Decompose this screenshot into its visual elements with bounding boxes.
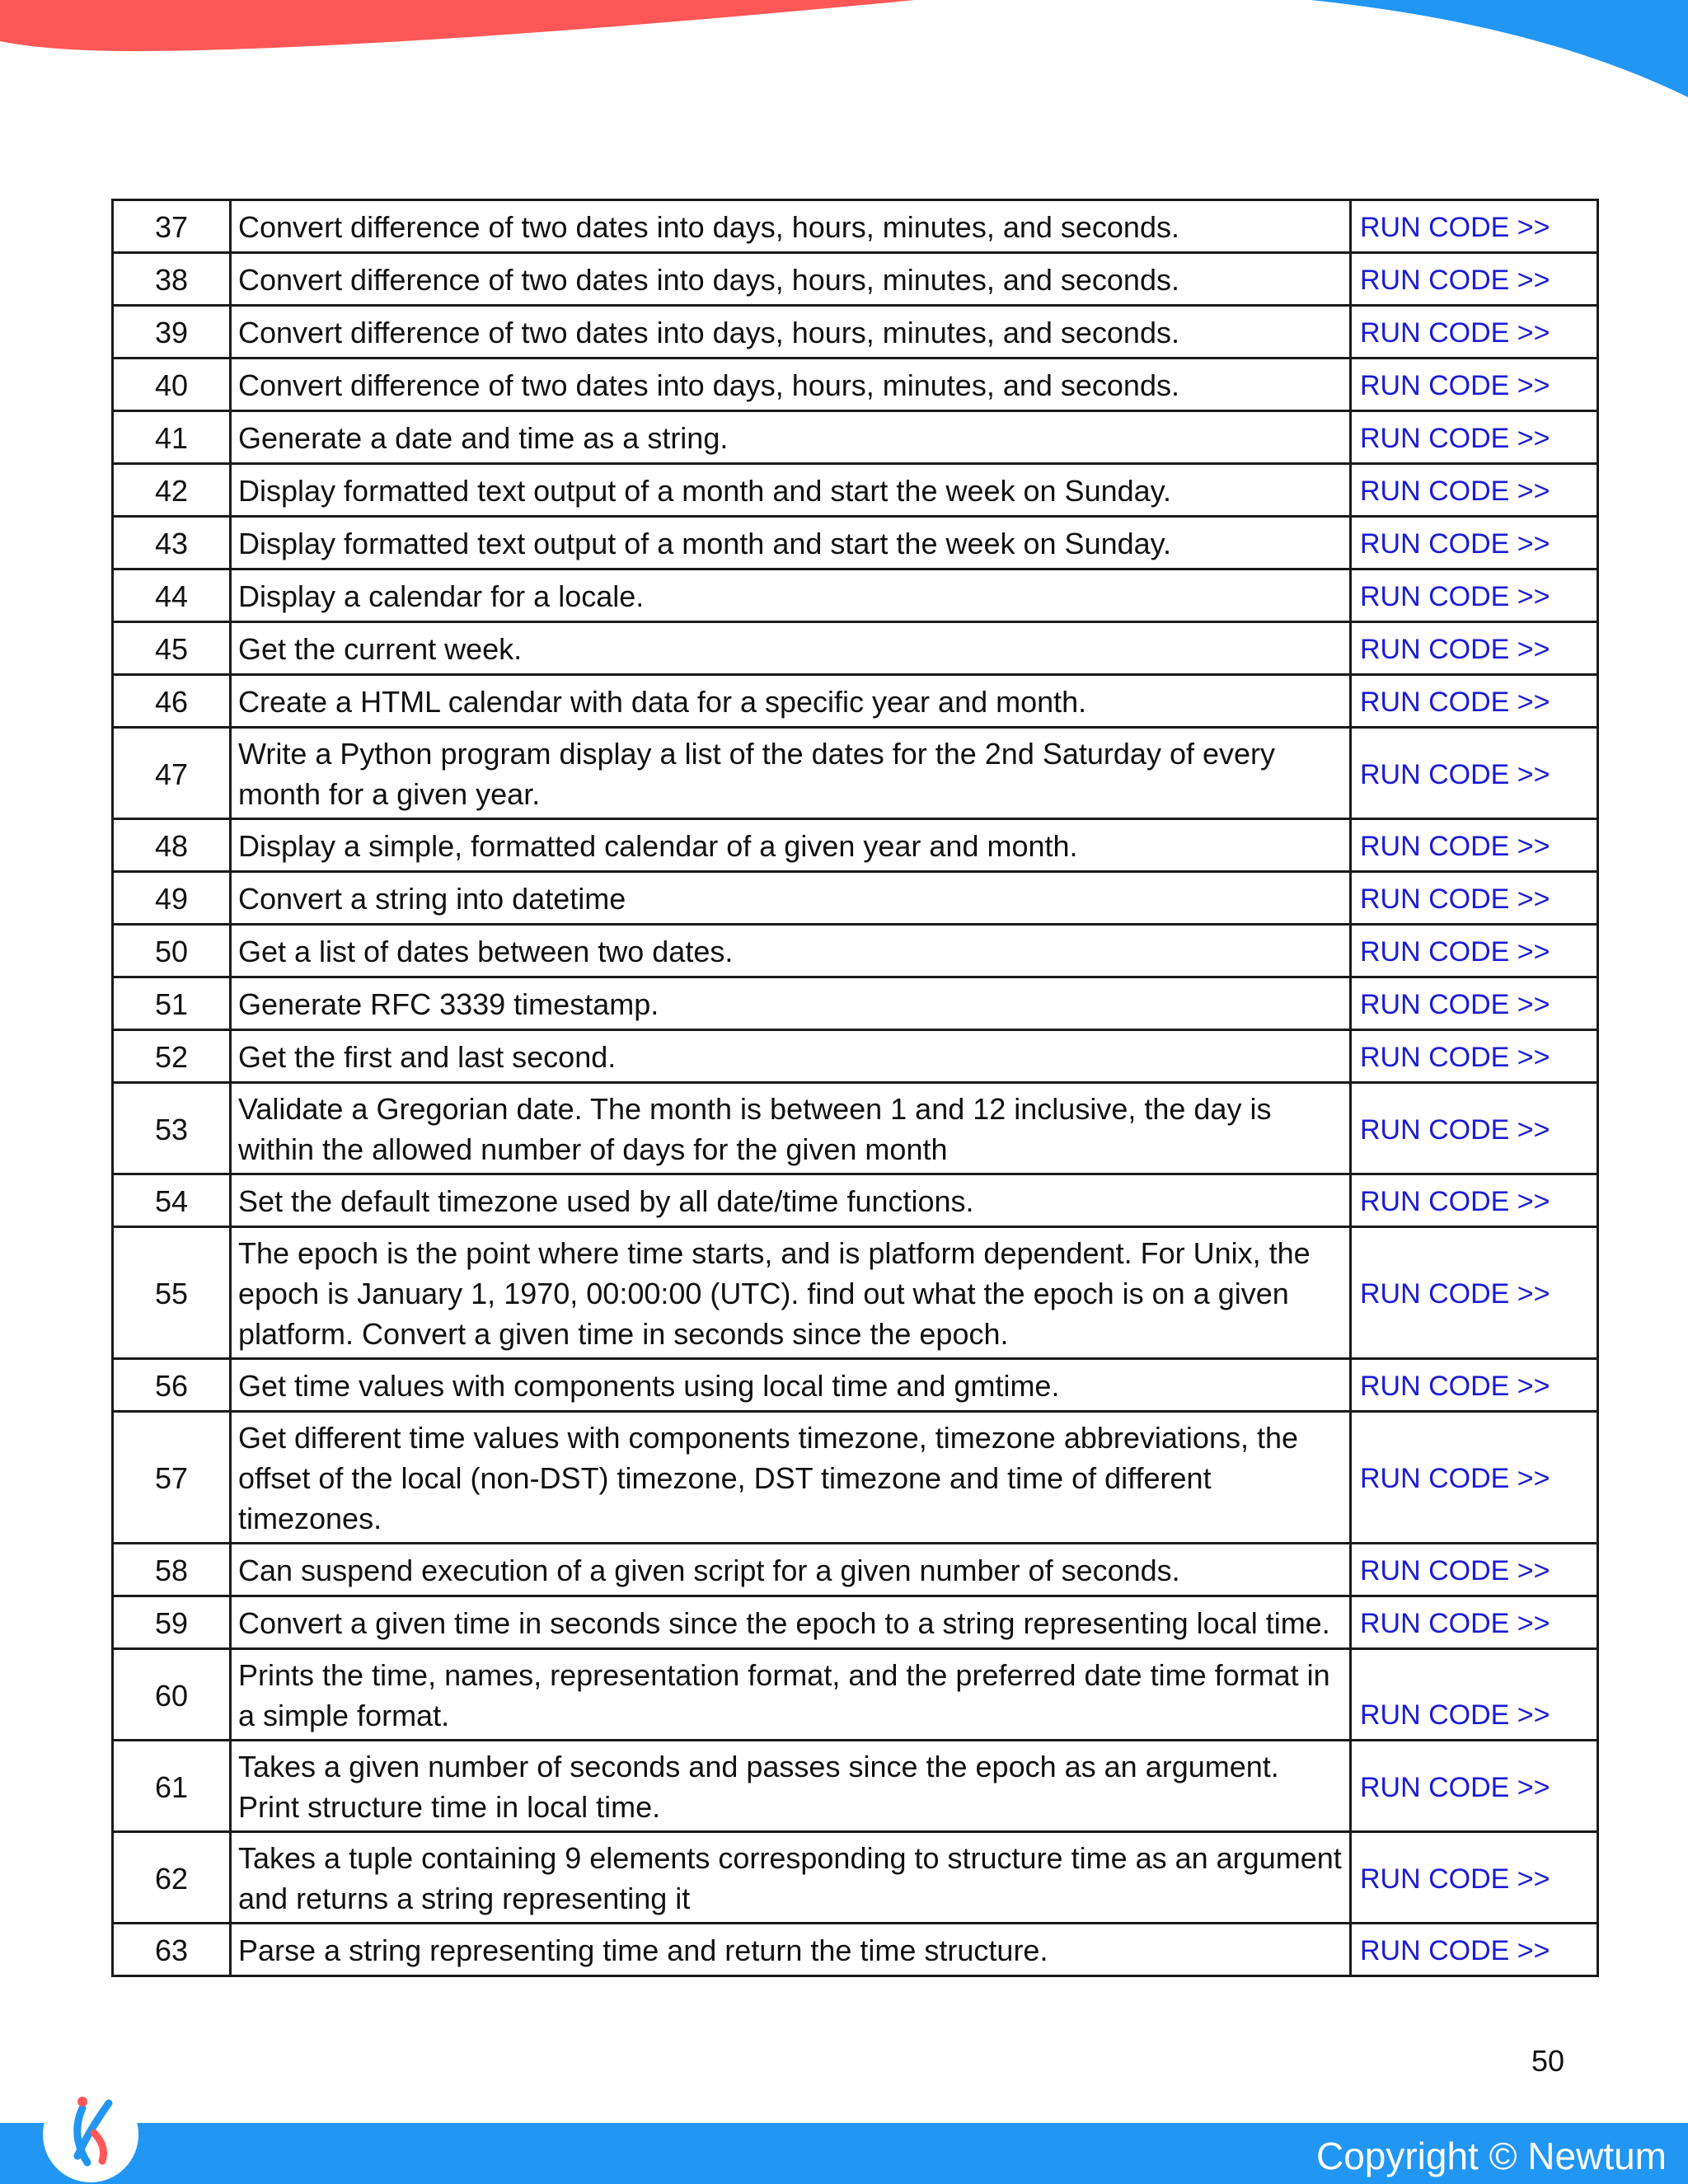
row-number: 61	[113, 1741, 231, 1832]
run-code-link[interactable]: RUN CODE >>	[1360, 989, 1550, 1020]
row-number: 50	[113, 925, 231, 977]
page-number: 50	[1531, 2044, 1564, 2078]
run-code-cell	[1351, 253, 1598, 306]
row-description: Convert difference of two dates into days, hours, minutes, and seconds.	[231, 200, 1351, 253]
table-row	[113, 359, 1598, 411]
table-row	[113, 622, 1598, 675]
run-code-link[interactable]: RUN CODE >>	[1360, 1608, 1550, 1639]
row-number: 62	[113, 1832, 231, 1924]
run-code-cell	[1351, 1649, 1598, 1741]
table-row	[113, 872, 1598, 925]
row-description: Parse a string representing time and return the time structure.	[231, 1924, 1351, 1976]
row-description: Write a Python program display a list of the dates for the 2nd Saturday of every month for a given year.	[231, 728, 1351, 819]
row-description: Get different time values with components timezone, timezone abbreviations, the offset of the local (non-DST) timezone, DST timezone and time of different timezones.	[231, 1412, 1351, 1544]
row-description: Can suspend execution of a given script for a given number of seconds.	[231, 1544, 1351, 1596]
run-code-cell	[1351, 1741, 1598, 1832]
run-code-link[interactable]: RUN CODE >>	[1360, 1113, 1550, 1146]
run-code-link[interactable]: RUN CODE >>	[1360, 370, 1550, 401]
row-description: Generate a date and time as a string.	[231, 411, 1351, 464]
row-description: Get the current week.	[231, 622, 1351, 675]
row-description: The epoch is the point where time starts, and is platform dependent. For Unix, the epoch is January 1, 1970, 00:00:00 (UTC). find out what the epoch is on a given platform. Convert a given time in seconds since the epoch.	[231, 1227, 1351, 1359]
run-code-cell	[1351, 675, 1598, 728]
run-code-link[interactable]: RUN CODE >>	[1360, 758, 1550, 790]
table-row	[113, 1083, 1598, 1174]
table-row	[113, 1924, 1598, 1976]
row-number: 44	[113, 569, 231, 622]
run-code-cell	[1351, 1544, 1598, 1596]
run-code-link[interactable]: RUN CODE >>	[1360, 687, 1550, 718]
row-number: 49	[113, 872, 231, 925]
row-number: 48	[113, 819, 231, 872]
run-code-cell	[1351, 359, 1598, 411]
red-wave	[0, 0, 915, 51]
row-description: Create a HTML calendar with data for a specific year and month.	[231, 675, 1351, 728]
run-code-cell	[1351, 819, 1598, 872]
table-row	[113, 1832, 1598, 1924]
table-row	[113, 1649, 1598, 1741]
row-number: 58	[113, 1544, 231, 1596]
row-number: 63	[113, 1924, 231, 1976]
table-row	[113, 517, 1598, 569]
row-description: Convert difference of two dates into days, hours, minutes, and seconds.	[231, 359, 1351, 411]
row-description: Takes a tuple containing 9 elements corresponding to structure time as an argument and returns a string representing it	[231, 1832, 1351, 1924]
run-code-cell	[1351, 1030, 1598, 1083]
run-code-link[interactable]: RUN CODE >>	[1360, 1863, 1550, 1895]
run-code-cell	[1351, 411, 1598, 464]
run-code-cell	[1351, 464, 1598, 517]
header-wave-decoration	[0, 0, 1688, 107]
table-row	[113, 200, 1598, 253]
row-number: 56	[113, 1359, 231, 1412]
row-number: 38	[113, 253, 231, 306]
row-number: 55	[113, 1227, 231, 1359]
row-number: 39	[113, 306, 231, 359]
row-number: 52	[113, 1030, 231, 1083]
run-code-link[interactable]: RUN CODE >>	[1360, 1042, 1550, 1073]
row-number: 60	[113, 1649, 231, 1741]
row-description: Display a simple, formatted calendar of a given year and month.	[231, 819, 1351, 872]
blue-wave	[1311, 0, 1688, 97]
run-code-link[interactable]: RUN CODE >>	[1360, 1771, 1550, 1803]
table-row	[113, 1741, 1598, 1832]
row-description: Display formatted text output of a month and start the week on Sunday.	[231, 464, 1351, 517]
row-description: Get a list of dates between two dates.	[231, 925, 1351, 977]
row-number: 47	[113, 728, 231, 819]
run-code-link[interactable]: RUN CODE >>	[1360, 831, 1550, 862]
run-code-cell	[1351, 925, 1598, 977]
table-row	[113, 253, 1598, 306]
row-description: Convert difference of two dates into days, hours, minutes, and seconds.	[231, 306, 1351, 359]
table-row	[113, 675, 1598, 728]
run-code-link[interactable]: RUN CODE >>	[1360, 1463, 1550, 1494]
run-code-link[interactable]: RUN CODE >>	[1360, 1555, 1550, 1586]
run-code-link[interactable]: RUN CODE >>	[1360, 883, 1550, 915]
row-number: 59	[113, 1596, 231, 1649]
run-code-cell	[1351, 1174, 1598, 1227]
run-code-cell	[1351, 1412, 1598, 1544]
table-row	[113, 925, 1598, 977]
run-code-link[interactable]: RUN CODE >>	[1360, 1935, 1550, 1966]
row-number: 45	[113, 622, 231, 675]
row-description: Get the first and last second.	[231, 1030, 1351, 1083]
table-row	[113, 464, 1598, 517]
row-number: 40	[113, 359, 231, 411]
table-row	[113, 306, 1598, 359]
table-row	[113, 728, 1598, 819]
run-code-link[interactable]: RUN CODE >>	[1360, 317, 1550, 349]
row-number: 53	[113, 1083, 231, 1174]
row-number: 41	[113, 411, 231, 464]
run-code-link[interactable]: RUN CODE >>	[1360, 528, 1550, 560]
run-code-cell	[1351, 569, 1598, 622]
run-code-link[interactable]: RUN CODE >>	[1360, 212, 1550, 243]
run-code-cell	[1351, 1227, 1598, 1359]
copyright-text: Copyright © Newtum	[1315, 2135, 1667, 2177]
run-code-link[interactable]: RUN CODE >>	[1360, 1278, 1550, 1310]
newtum-logo-icon	[41, 2083, 140, 2182]
table-row	[113, 977, 1598, 1030]
row-description: Set the default timezone used by all date/time functions.	[231, 1174, 1351, 1227]
run-code-cell	[1351, 872, 1598, 925]
row-description: Convert a given time in seconds since the epoch to a string representing local time.	[231, 1596, 1351, 1649]
run-code-cell	[1351, 622, 1598, 675]
table-row	[113, 1174, 1598, 1227]
row-description: Get time values with components using local time and gmtime.	[231, 1359, 1351, 1412]
row-description: Generate RFC 3339 timestamp.	[231, 977, 1351, 1030]
run-code-link[interactable]: RUN CODE >>	[1360, 1186, 1550, 1217]
run-code-link[interactable]: RUN CODE >>	[1360, 1699, 1550, 1731]
row-number: 51	[113, 977, 231, 1030]
run-code-link[interactable]: RUN CODE >>	[1360, 936, 1550, 968]
run-code-link[interactable]: RUN CODE >>	[1360, 476, 1550, 507]
row-description: Convert a string into datetime	[231, 872, 1351, 925]
table-row	[113, 1412, 1598, 1544]
table-body	[113, 200, 1598, 1976]
run-code-cell	[1351, 517, 1598, 569]
run-code-cell	[1351, 1359, 1598, 1412]
table-row	[113, 569, 1598, 622]
row-number: 57	[113, 1412, 231, 1544]
run-code-cell	[1351, 306, 1598, 359]
row-number: 46	[113, 675, 231, 728]
run-code-cell	[1351, 200, 1598, 253]
footer-bar	[0, 2123, 1688, 2184]
row-description: Display a calendar for a locale.	[231, 569, 1351, 622]
exercise-table	[111, 199, 1599, 1977]
row-description: Convert difference of two dates into days, hours, minutes, and seconds.	[231, 253, 1351, 306]
row-description: Display formatted text output of a month and start the week on Sunday.	[231, 517, 1351, 569]
table-row	[113, 1227, 1598, 1359]
row-number: 54	[113, 1174, 231, 1227]
run-code-cell	[1351, 1924, 1598, 1976]
row-number: 43	[113, 517, 231, 569]
row-number: 42	[113, 464, 231, 517]
table-row	[113, 1596, 1598, 1649]
table-row	[113, 819, 1598, 872]
run-code-cell	[1351, 977, 1598, 1030]
row-number: 37	[113, 200, 231, 253]
table-row	[113, 1359, 1598, 1412]
run-code-link[interactable]: RUN CODE >>	[1360, 265, 1550, 296]
row-description: Takes a given number of seconds and passes since the epoch as an argument. Print structure time in local time.	[231, 1741, 1351, 1832]
table-row	[113, 1544, 1598, 1596]
run-code-link[interactable]: RUN CODE >>	[1360, 1371, 1550, 1402]
run-code-cell	[1351, 1596, 1598, 1649]
run-code-link[interactable]: RUN CODE >>	[1360, 423, 1550, 454]
table-row	[113, 1030, 1598, 1083]
run-code-link[interactable]: RUN CODE >>	[1360, 581, 1550, 612]
table-row	[113, 411, 1598, 464]
row-description: Validate a Gregorian date. The month is between 1 and 12 inclusive, the day is within the allowed number of days for the given month	[231, 1083, 1351, 1174]
row-description: Prints the time, names, representation format, and the preferred date time format in a simple format.	[231, 1649, 1351, 1741]
run-code-cell	[1351, 1832, 1598, 1924]
run-code-cell	[1351, 1083, 1598, 1174]
run-code-cell	[1351, 728, 1598, 819]
run-code-link[interactable]: RUN CODE >>	[1360, 634, 1550, 665]
